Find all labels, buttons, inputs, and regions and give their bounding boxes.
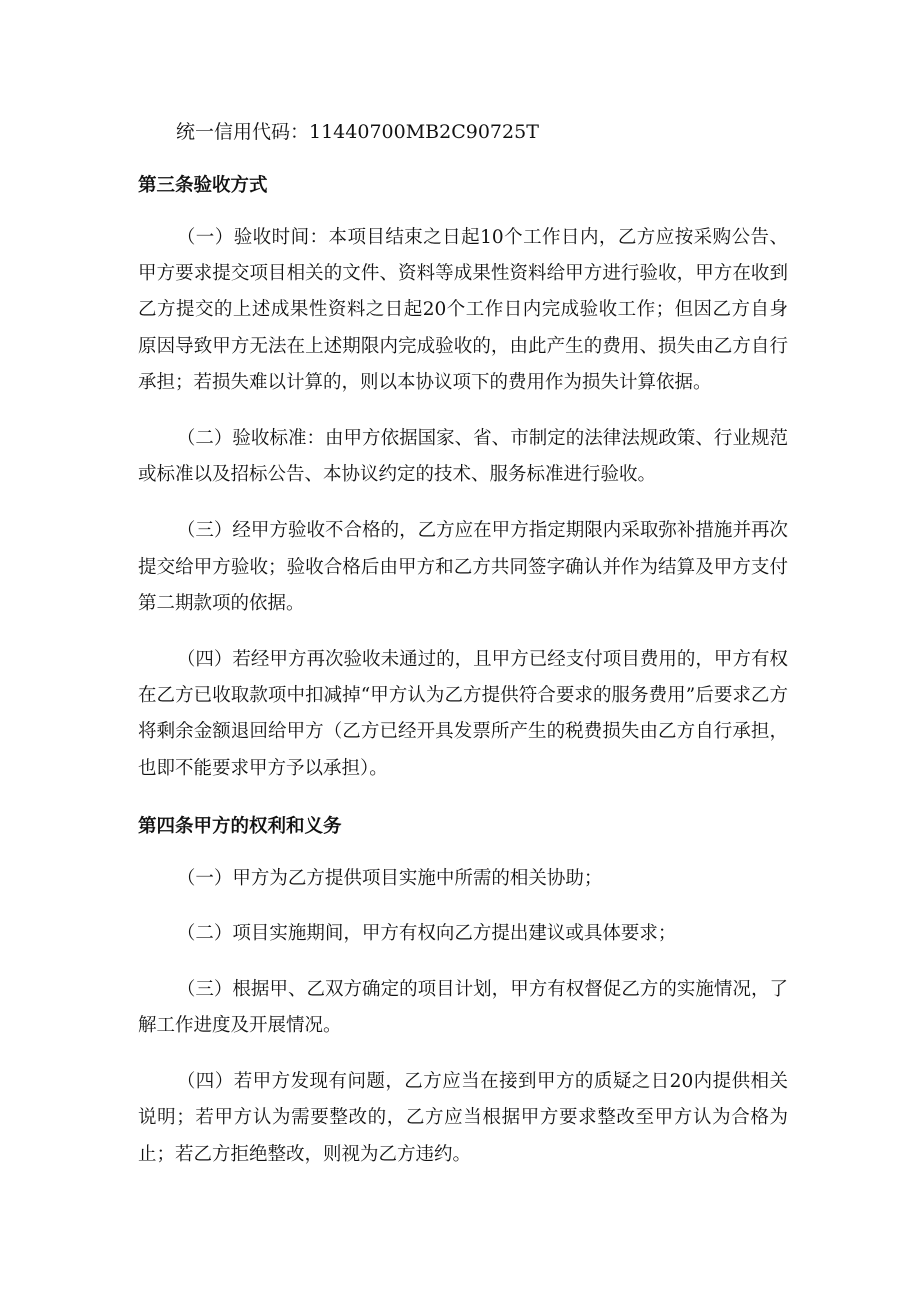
section-3-title: 第三条验收方式 <box>138 175 268 196</box>
section-4-paragraph-1: （一）甲方为乙方提供项目实施中所需的相关协助； <box>176 867 603 889</box>
section-3-paragraph-3: （三）经甲方验收不合格的，乙方应在甲方指定期限内采取弥补措施并再次提交给甲方验收；验收合格后由甲方和乙方共同签字确认并作为结算及甲方支付第二期款项的依据。 <box>138 520 788 614</box>
section-4-title: 第四条甲方的权利和义务 <box>138 815 342 837</box>
section-4-paragraph-2: （二）项目实施期间，甲方有权向乙方提出建议或具体要求； <box>176 922 677 944</box>
credit-code-line: 统一信用代码：11440700MB2C90725T <box>176 121 539 143</box>
section-3-paragraph-2: （二）验收标准：由甲方依据国家、省、市制定的法律法规政策、行业规范或标准以及招标公告、本协议约定的技术、服务标准进行验收。 <box>138 428 788 486</box>
section-3-paragraph-1: （一）验收时间：本项目结束之日起10个工作日内，乙方应按采购公告、甲方要求提交项目相关的文件、资料等成果性资料给甲方进行验收，甲方在收到乙方提交的上述成果性资料之日起20个工作日内完成验收工作；但因乙方自身原因导致甲方无法在上述期限内完成验收的，由此产生的费用、损失由乙方自行承担；若损失难以计算的，则以本协议项下的费用作为损失计算依据。 <box>138 227 788 393</box>
section-4-paragraph-3: （三）根据甲、乙双方确定的项目计划，甲方有权督促乙方的实施情况，了解工作进度及开展情况。 <box>138 978 788 1036</box>
section-4-paragraph-4: （四）若甲方发现有问题，乙方应当在接到甲方的质疑之日20内提供相关说明；若甲方认为需要整改的，乙方应当根据甲方要求整改至甲方认为合格为止；若乙方拒绝整改，则视为乙方违约。 <box>138 1071 788 1165</box>
section-3-paragraph-4: （四）若经甲方再次验收未通过的，且甲方已经支付项目费用的，甲方有权在乙方已收取款项中扣减掉“甲方认为乙方提供符合要求的服务费用”后要求乙方将剩余金额退回给甲方（乙方已经开具发票所产生的税费损失由乙方自行承担，也即不能要求甲方予以承担）。 <box>138 649 788 779</box>
document-page <box>138 112 788 1191</box>
